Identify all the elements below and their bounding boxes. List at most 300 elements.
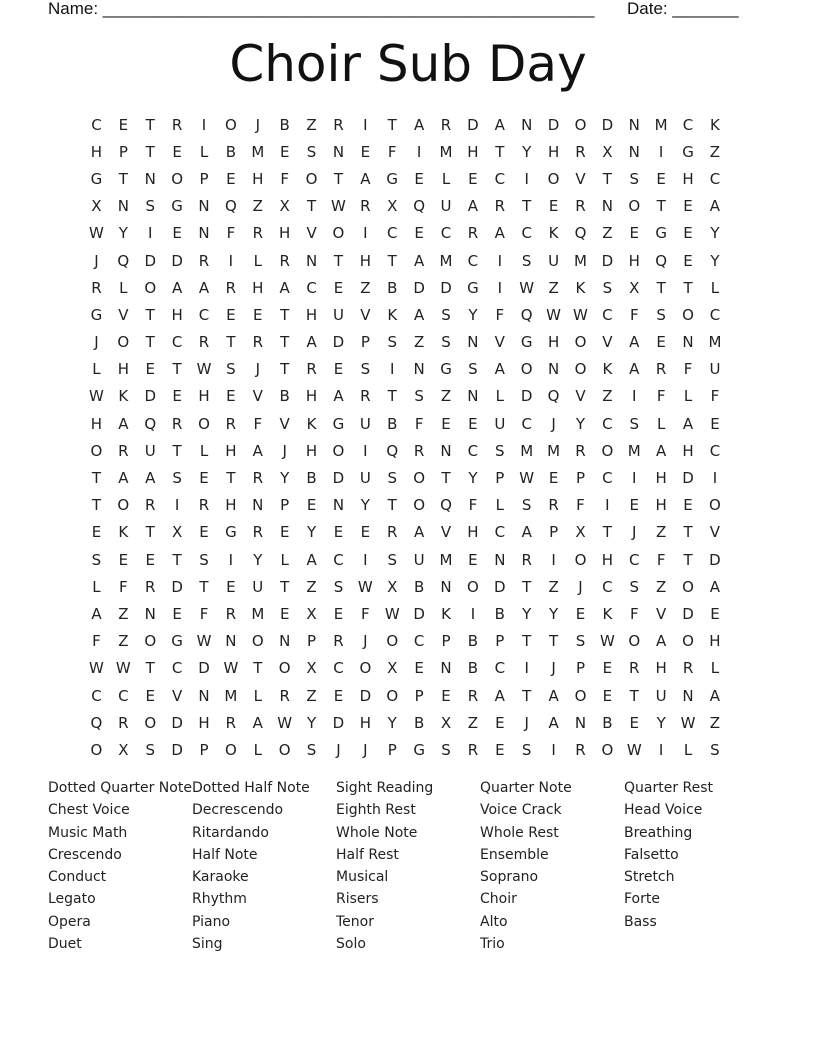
grid-letter[interactable]: R [360,197,371,216]
grid-letter[interactable]: I [363,115,368,134]
grid-letter[interactable]: U [548,251,560,270]
grid-letter[interactable]: T [145,115,155,134]
grid-letter[interactable]: E [91,523,102,542]
grid-letter[interactable]: E [575,604,586,623]
grid-letter[interactable]: X [387,577,398,596]
grid-letter[interactable]: E [253,305,263,324]
grid-letter[interactable]: J [255,115,260,134]
grid-letter[interactable]: W [573,305,588,324]
grid-letter[interactable]: I [148,224,153,243]
grid-letter[interactable]: N [117,197,129,216]
grid-letter[interactable]: C [602,577,613,596]
grid-letter[interactable]: D [682,469,694,488]
grid-letter[interactable]: J [524,713,529,732]
grid-letter[interactable]: N [252,496,264,515]
grid-letter[interactable]: E [656,169,666,188]
grid-letter[interactable]: T [656,278,666,297]
grid-letter[interactable]: I [658,740,664,759]
grid-letter[interactable]: C [171,659,183,678]
grid-letter[interactable]: E [414,224,424,243]
grid-letter[interactable]: M [708,333,722,352]
grid-letter[interactable]: Y [306,523,317,542]
grid-letter[interactable]: D [601,251,614,270]
grid-letter[interactable]: K [602,604,613,623]
grid-letter[interactable]: I [712,469,718,488]
grid-letter[interactable]: H [305,441,318,460]
grid-letter[interactable]: P [495,469,505,488]
grid-letter[interactable]: R [118,713,129,732]
grid-letter[interactable]: O [144,632,157,651]
grid-letter[interactable]: K [387,305,398,324]
grid-letter[interactable]: Q [574,224,587,243]
grid-letter[interactable]: E [495,713,505,732]
grid-letter[interactable]: A [414,251,425,270]
grid-letter[interactable]: A [198,278,210,297]
grid-letter[interactable]: E [199,523,209,542]
grid-letter[interactable]: A [414,305,425,324]
grid-letter[interactable]: Q [224,197,237,216]
grid-letter[interactable]: R [575,441,586,460]
grid-letter[interactable]: A [467,197,479,216]
grid-letter[interactable]: O [332,441,345,460]
grid-letter[interactable]: R [91,278,102,297]
grid-letter[interactable]: O [198,414,210,433]
grid-letter[interactable]: M [439,251,453,270]
grid-letter[interactable]: X [306,659,317,678]
grid-letter[interactable]: D [413,278,425,297]
grid-letter[interactable]: C [709,441,721,460]
grid-letter[interactable]: E [683,224,693,243]
grid-letter[interactable]: N [494,550,506,569]
grid-letter[interactable]: J [94,251,99,270]
date-field-label[interactable]: Date: _______ [627,0,739,18]
grid-letter[interactable]: W [89,387,104,406]
grid-letter[interactable]: T [602,523,612,542]
grid-letter[interactable]: Z [709,142,721,161]
grid-letter[interactable]: G [520,333,533,352]
grid-letter[interactable]: O [144,713,157,732]
grid-letter[interactable]: H [305,387,318,406]
grid-letter[interactable]: G [655,224,667,243]
grid-letter[interactable]: M [574,251,587,270]
grid-letter[interactable]: N [682,333,694,352]
grid-letter[interactable]: E [360,142,371,161]
grid-letter[interactable]: R [575,740,586,759]
grid-letter[interactable]: K [441,604,451,623]
grid-letter[interactable]: T [387,387,397,406]
grid-letter[interactable]: V [709,523,721,542]
grid-letter[interactable]: T [683,278,693,297]
grid-letter[interactable]: C [333,659,344,678]
grid-letter[interactable]: P [575,469,585,488]
grid-letter[interactable]: E [333,604,344,623]
grid-letter[interactable]: V [360,305,371,324]
grid-letter[interactable]: T [91,496,102,515]
grid-letter[interactable]: C [440,224,452,243]
grid-letter[interactable]: T [145,523,155,542]
grid-letter[interactable]: Y [575,414,586,433]
grid-letter[interactable]: O [709,496,721,515]
grid-letter[interactable]: E [172,387,182,406]
grid-letter[interactable]: Z [548,577,559,596]
grid-letter[interactable]: V [440,523,452,542]
grid-letter[interactable]: D [171,740,183,759]
grid-letter[interactable]: Q [144,414,157,433]
grid-letter[interactable]: D [198,659,210,678]
grid-letter[interactable]: C [91,686,102,705]
grid-letter[interactable]: B [387,278,398,297]
grid-letter[interactable]: G [171,632,183,651]
grid-letter[interactable]: F [119,577,128,596]
grid-letter[interactable]: O [574,686,587,705]
grid-letter[interactable]: A [629,360,640,379]
grid-letter[interactable]: Q [440,496,452,515]
grid-letter[interactable]: K [710,115,720,134]
grid-letter[interactable]: H [225,496,237,515]
grid-letter[interactable]: C [602,469,613,488]
grid-letter[interactable]: F [683,360,693,379]
grid-letter[interactable]: J [255,360,260,379]
grid-letter[interactable]: W [546,305,561,324]
grid-letter[interactable]: F [199,604,209,623]
grid-letter[interactable]: A [306,550,317,569]
grid-letter[interactable]: J [551,659,556,678]
grid-letter[interactable]: Z [413,333,425,352]
grid-letter[interactable]: N [601,197,613,216]
grid-letter[interactable]: E [118,550,129,569]
grid-letter[interactable]: R [548,496,559,515]
grid-letter[interactable]: L [441,169,451,188]
grid-letter[interactable]: F [253,414,263,433]
grid-letter[interactable]: Y [549,604,559,623]
grid-letter[interactable]: H [709,632,721,651]
grid-letter[interactable]: T [522,197,532,216]
grid-letter[interactable]: Z [360,278,371,297]
grid-letter[interactable]: Z [306,115,317,134]
grid-letter[interactable]: A [91,604,102,623]
grid-letter[interactable]: H [682,441,694,460]
grid-letter[interactable]: K [118,387,129,406]
grid-letter[interactable]: O [682,577,694,596]
grid-letter[interactable]: O [386,686,399,705]
grid-letter[interactable]: T [522,577,532,596]
grid-letter[interactable]: C [521,414,532,433]
grid-letter[interactable]: U [359,414,371,433]
grid-letter[interactable]: T [333,251,344,270]
grid-letter[interactable]: E [629,224,639,243]
grid-letter[interactable]: B [279,115,290,134]
grid-letter[interactable]: B [387,414,398,433]
grid-letter[interactable]: H [198,713,210,732]
grid-letter[interactable]: Q [386,441,399,460]
grid-letter[interactable]: O [628,632,641,651]
grid-letter[interactable]: J [363,740,368,759]
grid-letter[interactable]: N [225,632,237,651]
grid-letter[interactable]: W [89,659,104,678]
grid-letter[interactable]: O [305,169,318,188]
grid-letter[interactable]: C [387,224,398,243]
grid-letter[interactable]: D [494,577,506,596]
grid-letter[interactable]: Y [710,224,720,243]
grid-letter[interactable]: N [279,632,291,651]
grid-letter[interactable]: I [228,251,234,270]
grid-letter[interactable]: E [172,224,182,243]
grid-letter[interactable]: E [602,659,613,678]
grid-letter[interactable]: W [357,577,373,596]
grid-letter[interactable]: S [360,360,371,379]
grid-letter[interactable]: F [280,169,289,188]
grid-letter[interactable]: T [199,577,209,596]
grid-letter[interactable]: O [386,632,399,651]
grid-letter[interactable]: O [224,115,237,134]
grid-letter[interactable]: D [682,604,694,623]
grid-letter[interactable]: N [332,496,345,515]
grid-letter[interactable]: N [440,441,452,460]
grid-letter[interactable]: Q [547,387,560,406]
grid-letter[interactable]: Q [117,251,130,270]
grid-letter[interactable]: D [171,251,183,270]
grid-letter[interactable]: D [413,604,425,623]
grid-letter[interactable]: D [144,251,156,270]
grid-letter[interactable]: N [198,686,210,705]
grid-letter[interactable]: Y [656,713,666,732]
grid-letter[interactable]: W [196,632,212,651]
grid-letter[interactable]: T [172,360,182,379]
grid-letter[interactable]: H [90,414,103,433]
grid-letter[interactable]: O [278,740,291,759]
grid-letter[interactable]: A [414,523,425,542]
grid-letter[interactable]: Y [253,550,263,569]
grid-letter[interactable]: Q [655,251,668,270]
grid-letter[interactable]: Y [468,469,478,488]
grid-letter[interactable]: P [307,632,317,651]
grid-letter[interactable]: U [440,197,452,216]
grid-letter[interactable]: U [144,441,156,460]
grid-letter[interactable]: I [497,278,503,297]
grid-letter[interactable]: T [629,686,639,705]
grid-letter[interactable]: N [305,251,318,270]
grid-letter[interactable]: E [548,197,559,216]
grid-letter[interactable]: R [655,360,667,379]
grid-letter[interactable]: L [119,278,128,297]
grid-letter[interactable]: G [90,305,103,324]
grid-letter[interactable]: A [118,469,129,488]
grid-letter[interactable]: R [467,686,479,705]
grid-letter[interactable]: K [118,523,129,542]
grid-letter[interactable]: S [602,278,613,297]
grid-letter[interactable]: A [171,278,183,297]
grid-letter[interactable]: R [333,115,344,134]
grid-letter[interactable]: C [494,169,506,188]
grid-letter[interactable]: R [252,523,263,542]
grid-letter[interactable]: I [524,659,529,678]
grid-letter[interactable]: A [306,333,317,352]
grid-letter[interactable]: R [387,523,398,542]
grid-letter[interactable]: M [439,142,453,161]
grid-letter[interactable]: E [683,251,693,270]
grid-letter[interactable]: A [414,115,425,134]
grid-letter[interactable]: H [252,278,264,297]
grid-letter[interactable]: D [144,387,156,406]
grid-letter[interactable]: C [91,115,102,134]
grid-letter[interactable]: I [551,740,556,759]
grid-letter[interactable]: B [494,604,505,623]
grid-letter[interactable]: L [92,360,101,379]
grid-letter[interactable]: S [387,469,397,488]
grid-letter[interactable]: G [90,169,103,188]
grid-letter[interactable]: E [468,550,478,569]
grid-letter[interactable]: T [387,115,397,134]
grid-letter[interactable]: J [336,740,341,759]
grid-letter[interactable]: O [413,496,426,515]
grid-letter[interactable]: E [683,496,693,515]
grid-letter[interactable]: R [360,387,371,406]
grid-letter[interactable]: F [361,604,370,623]
grid-letter[interactable]: V [252,387,263,406]
grid-letter[interactable]: B [225,142,237,161]
grid-letter[interactable]: D [520,387,533,406]
grid-letter[interactable]: L [710,278,720,297]
grid-letter[interactable]: O [332,224,345,243]
grid-letter[interactable]: O [601,441,614,460]
grid-letter[interactable]: D [547,115,560,134]
grid-letter[interactable]: O [467,577,479,596]
grid-letter[interactable]: B [467,632,479,651]
grid-letter[interactable]: L [199,441,209,460]
grid-letter[interactable]: H [655,496,667,515]
grid-letter[interactable]: F [92,632,101,651]
grid-letter[interactable]: O [574,550,587,569]
grid-letter[interactable]: E [468,414,478,433]
grid-letter[interactable]: C [682,115,694,134]
grid-letter[interactable]: V [306,224,317,243]
grid-letter[interactable]: O [278,659,291,678]
grid-letter[interactable]: R [682,659,694,678]
grid-letter[interactable]: F [656,550,666,569]
grid-letter[interactable]: M [439,550,453,569]
grid-letter[interactable]: R [440,115,452,134]
grid-letter[interactable]: Y [522,604,532,623]
grid-letter[interactable]: X [387,197,398,216]
grid-letter[interactable]: T [145,142,155,161]
grid-letter[interactable]: O [574,360,587,379]
grid-letter[interactable]: H [90,142,103,161]
grid-letter[interactable]: R [252,469,263,488]
grid-letter[interactable]: C [494,659,506,678]
grid-letter[interactable]: Z [306,577,317,596]
grid-letter[interactable]: T [118,169,128,188]
grid-letter[interactable]: L [683,740,693,759]
grid-letter[interactable]: Y [280,469,290,488]
grid-letter[interactable]: S [199,550,209,569]
grid-letter[interactable]: Y [522,142,532,161]
grid-letter[interactable]: A [118,414,129,433]
grid-letter[interactable]: R [145,496,156,515]
grid-letter[interactable]: X [575,523,586,542]
grid-letter[interactable]: W [599,632,615,651]
grid-letter[interactable]: S [91,550,102,569]
grid-letter[interactable]: I [416,142,422,161]
grid-letter[interactable]: R [198,333,210,352]
grid-letter[interactable]: H [198,387,210,406]
grid-letter[interactable]: A [333,387,344,406]
grid-letter[interactable]: H [359,251,371,270]
grid-letter[interactable]: N [144,169,156,188]
grid-letter[interactable]: B [413,713,425,732]
grid-letter[interactable]: N [628,142,640,161]
grid-letter[interactable]: X [440,713,452,732]
grid-letter[interactable]: T [91,469,102,488]
grid-letter[interactable]: P [495,632,505,651]
grid-letter[interactable]: T [522,632,532,651]
grid-letter[interactable]: Y [360,496,370,515]
grid-letter[interactable]: J [363,632,368,651]
grid-letter[interactable]: Z [306,686,317,705]
grid-letter[interactable]: O [117,333,130,352]
grid-letter[interactable]: Z [602,224,613,243]
grid-letter[interactable]: A [494,115,505,134]
grid-letter[interactable]: E [145,550,155,569]
grid-letter[interactable]: P [199,169,209,188]
grid-letter[interactable]: U [413,550,425,569]
grid-letter[interactable]: I [551,550,556,569]
grid-letter[interactable]: S [414,387,424,406]
grid-letter[interactable]: O [547,169,560,188]
grid-letter[interactable]: F [629,604,639,623]
grid-letter[interactable]: L [92,577,101,596]
grid-letter[interactable]: P [414,686,424,705]
grid-letter[interactable]: H [117,360,129,379]
grid-letter[interactable]: U [709,360,721,379]
grid-letter[interactable]: G [467,278,479,297]
grid-letter[interactable]: H [467,523,479,542]
grid-letter[interactable]: I [228,550,234,569]
grid-letter[interactable]: I [201,115,207,134]
grid-letter[interactable]: T [656,197,666,216]
grid-letter[interactable]: L [253,740,262,759]
grid-letter[interactable]: T [549,632,559,651]
grid-letter[interactable]: R [118,441,129,460]
grid-letter[interactable]: N [440,577,452,596]
grid-letter[interactable]: U [252,577,264,596]
grid-letter[interactable]: A [360,169,371,188]
grid-letter[interactable]: I [632,387,637,406]
grid-letter[interactable]: A [709,197,721,216]
grid-letter[interactable]: V [279,414,290,433]
grid-letter[interactable]: O [171,169,184,188]
grid-letter[interactable]: R [225,713,237,732]
grid-letter[interactable]: E [226,169,236,188]
grid-letter[interactable]: R [575,142,586,161]
grid-letter[interactable]: Z [440,387,452,406]
grid-letter[interactable]: F [576,496,585,515]
grid-letter[interactable]: G [413,740,425,759]
grid-letter[interactable]: F [710,387,720,406]
grid-letter[interactable]: P [118,142,128,161]
grid-letter[interactable]: O [574,115,587,134]
grid-letter[interactable]: S [629,577,640,596]
grid-letter[interactable]: C [413,632,425,651]
grid-letter[interactable]: T [683,523,693,542]
grid-letter[interactable]: I [174,496,180,515]
grid-letter[interactable]: N [521,115,533,134]
grid-letter[interactable]: O [144,278,157,297]
grid-letter[interactable]: N [467,387,479,406]
grid-letter[interactable]: O [359,659,372,678]
grid-letter[interactable]: R [575,197,586,216]
grid-letter[interactable]: F [414,414,424,433]
grid-letter[interactable]: H [601,550,613,569]
